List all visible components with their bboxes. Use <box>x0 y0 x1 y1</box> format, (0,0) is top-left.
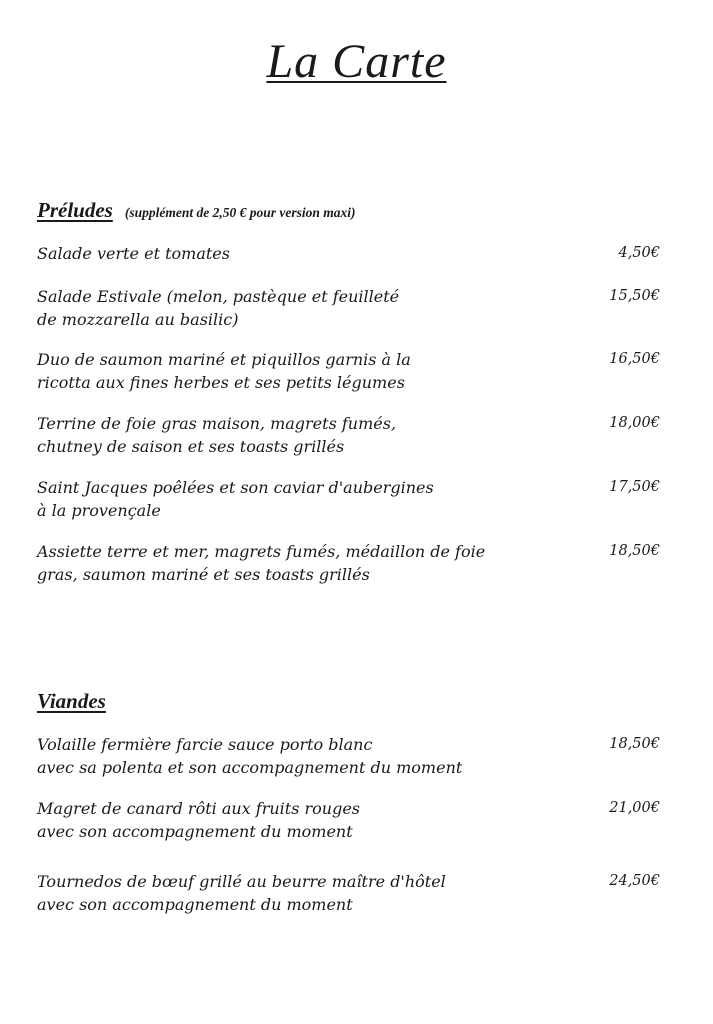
menu-item-price: 15,50€ <box>609 288 660 304</box>
menu-item-price: 18,00€ <box>609 415 660 431</box>
section-title: Préludes <box>37 198 113 222</box>
menu-item-description: Terrine de foie gras maison, magrets fumés, chutney de saison et ses toasts grillés <box>37 414 397 456</box>
menu-item-price: 18,50€ <box>609 736 660 752</box>
menu-item-description: Duo de saumon mariné et piquillos garnis à la ricotta aux fines herbes et ses petits légumes <box>37 350 411 392</box>
page-title-text: La Carte <box>266 35 447 88</box>
menu-item-price: 18,50€ <box>609 543 660 559</box>
menu-item-price: 21,00€ <box>609 800 660 816</box>
menu-item-description: Magret de canard rôti aux fruits rouges avec son accompagnement du moment <box>37 799 361 841</box>
menu-item-price: 16,50€ <box>609 351 660 367</box>
page-title <box>0 34 713 90</box>
menu-item-price: 4,50€ <box>618 245 660 261</box>
menu-item-price: 24,50€ <box>609 873 660 889</box>
menu-item-description: Salade Estivale (melon, pastèque et feuilleté de mozzarella au basilic) <box>37 287 400 329</box>
section-note: (supplément de 2,50 € pour version maxi) <box>124 205 356 220</box>
menu-item-description: Tournedos de bœuf grillé au beurre maître d'hôtel avec son accompagnement du moment <box>37 872 446 914</box>
menu-item-description: Salade verte et tomates <box>37 244 230 263</box>
section-heading-viandes <box>37 688 106 714</box>
menu-item-description: Volaille fermière farcie sauce porto blanc avec sa polenta et son accompagnement du moment <box>37 735 463 777</box>
menu-item-description: Saint Jacques poêlées et son caviar d'aubergines à la provençale <box>37 478 434 520</box>
menu-item-description: Assiette terre et mer, magrets fumés, médaillon de foie gras, saumon mariné et ses toasts grillés <box>37 542 486 584</box>
menu-item-price: 17,50€ <box>609 479 660 495</box>
section-heading-preludes <box>37 197 355 226</box>
section-title: Viandes <box>37 689 106 713</box>
